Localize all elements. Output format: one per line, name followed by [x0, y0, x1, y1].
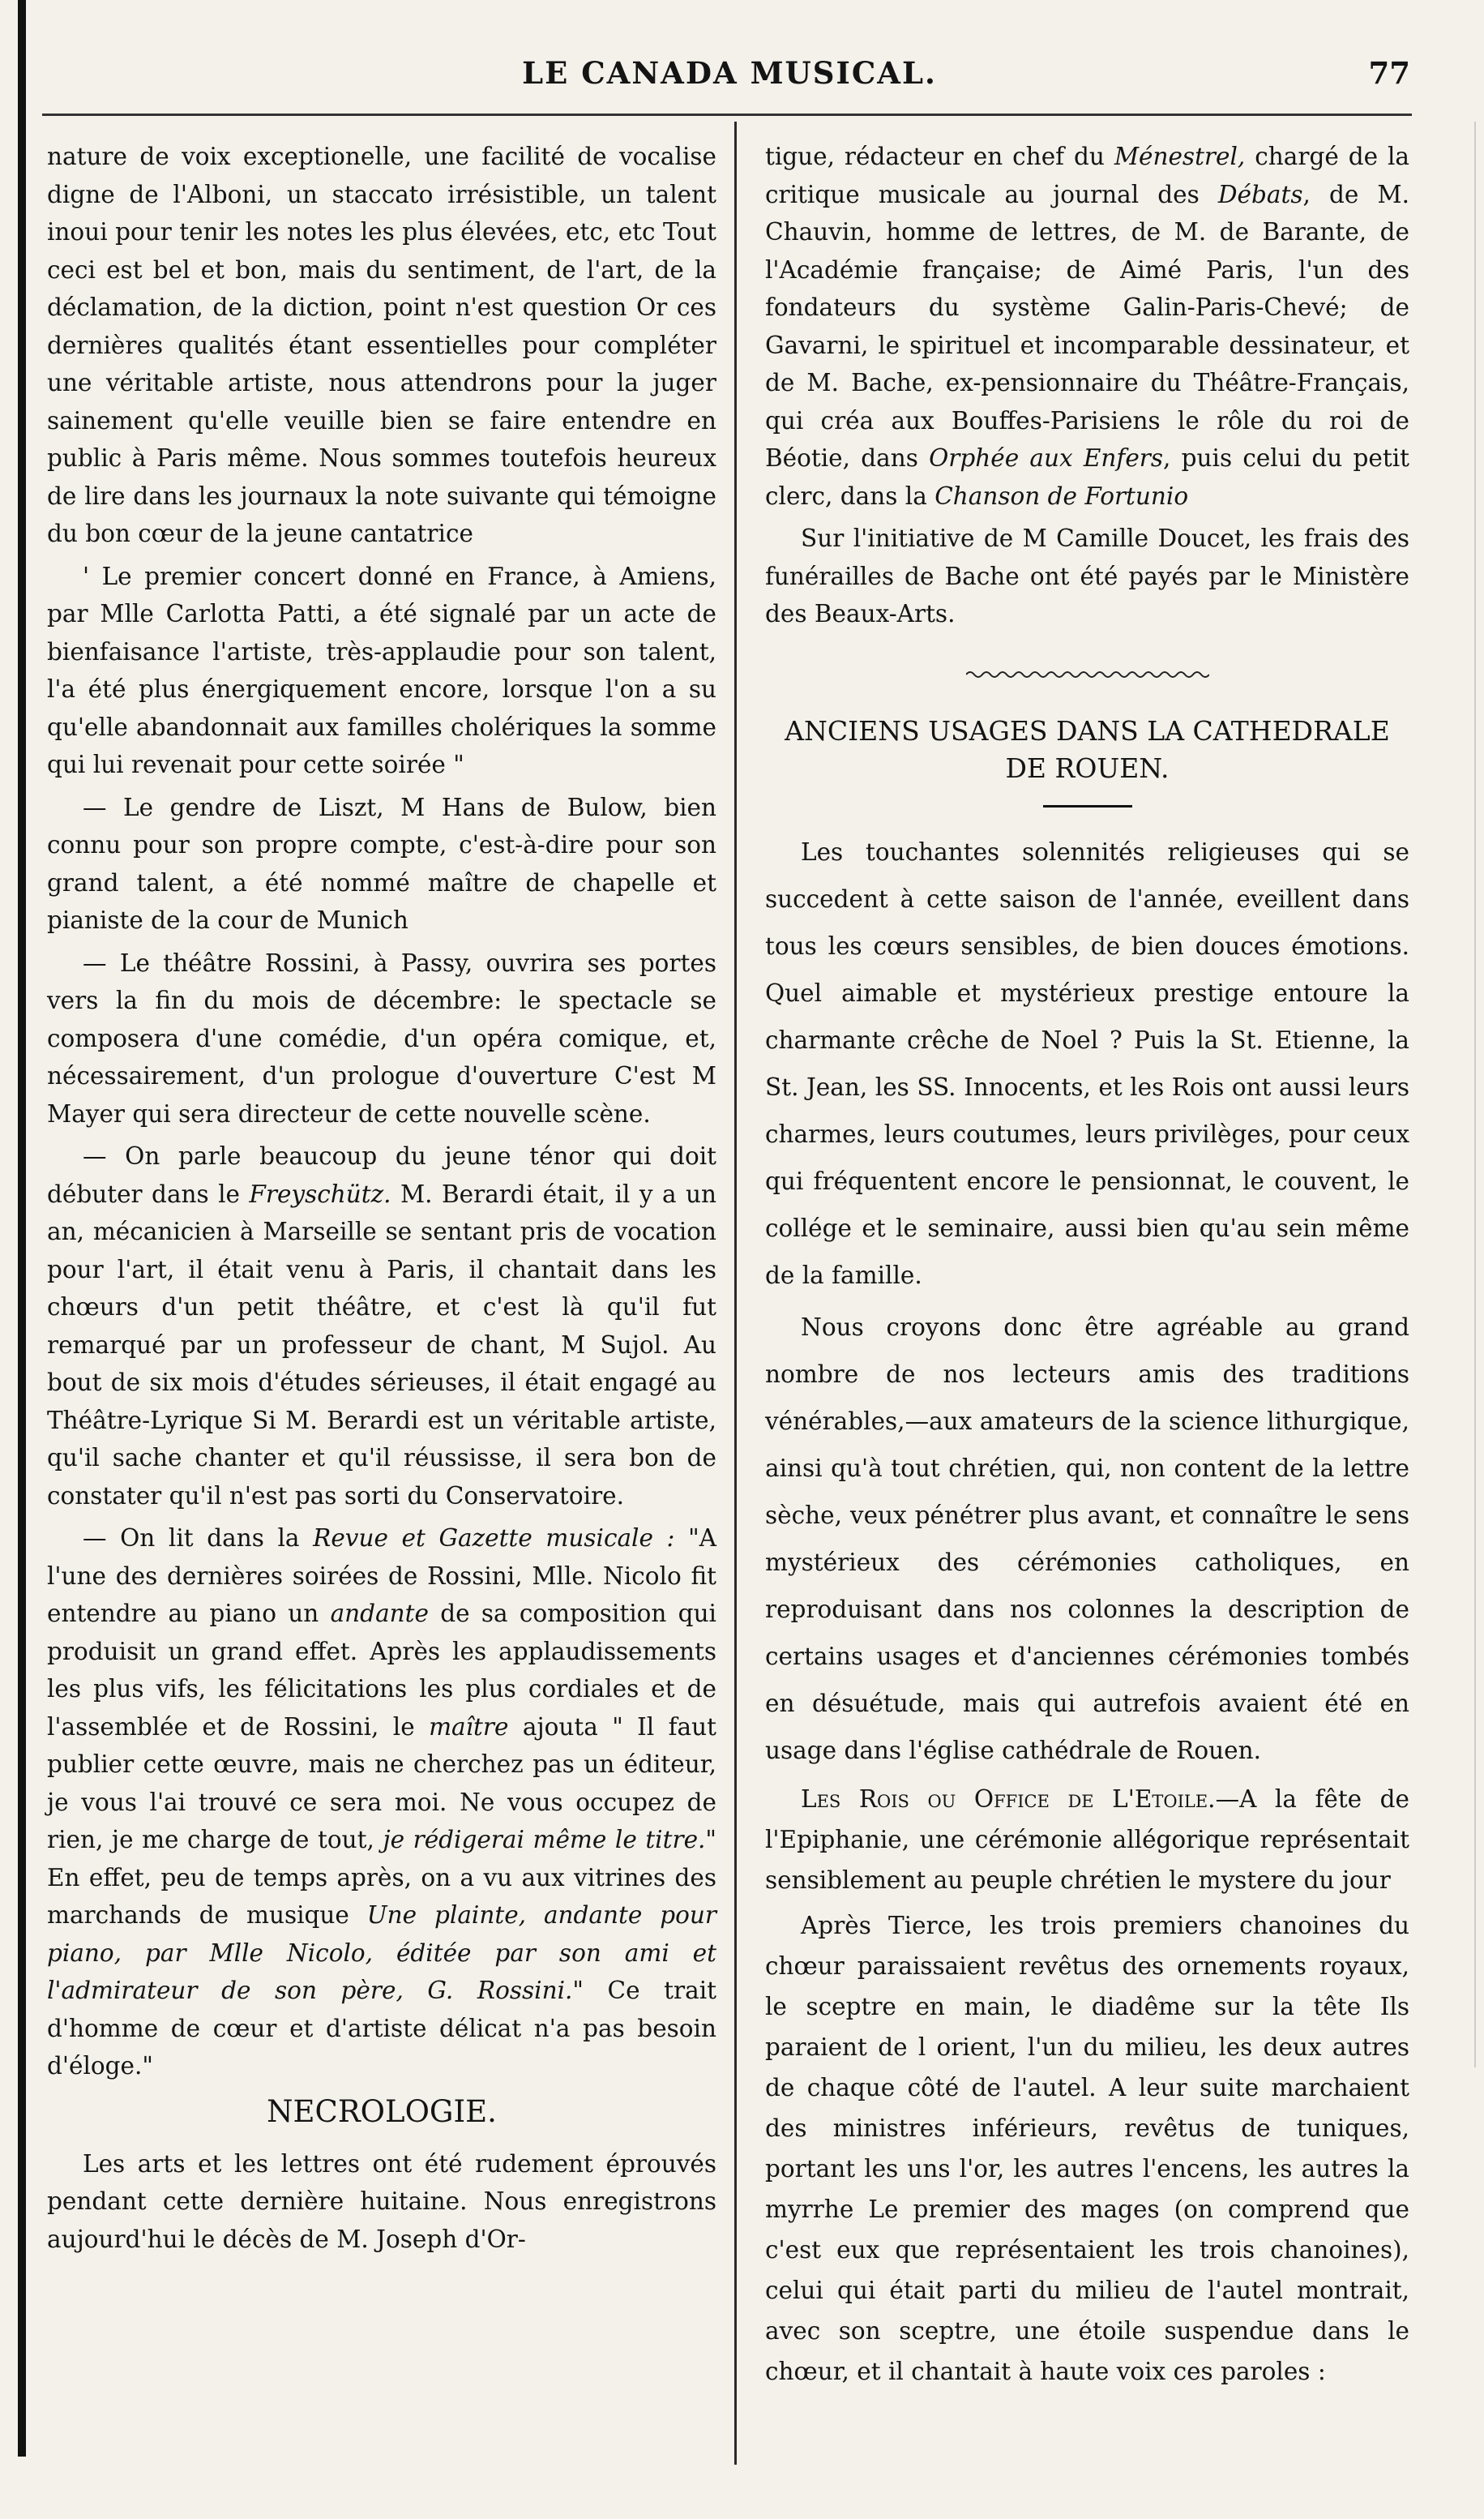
page-number: 77 [1368, 55, 1410, 91]
left-column [47, 138, 716, 2258]
paragraph: — Le théâtre Rossini, à Passy, ouvrira ses portes vers la fin du mois de décembre: le spectacle se composera d'une comédie, d'un opéra comique, et, nécessairement, d'un prologue d'ouverture C'est M Mayer qui sera directeur de cette nouvelle scène. [47, 949, 716, 1128]
text-run: —A la fête de l'Epiphanie, une cérémonie allégorique représentait sensiblement au peuple chrétien le mystere du jour [765, 1784, 1409, 1894]
text-run: tigue, rédacteur en chef du [765, 143, 1114, 170]
italic-run: maître [429, 1712, 509, 1741]
italic-run: Chanson de Fortunio [934, 482, 1189, 510]
text-run: "A l'une des dernières soirées de Rossini, Mlle. Nicolo fit entendre au piano un [47, 1524, 716, 1627]
section-title-usages [765, 713, 1409, 787]
text-run: ajouta " Il faut publier cette œuvre, mais ne cherchez pas un éditeur, je vous l'ai trouvé ce sera moi. Ne vous occupez de rien, je me charge de tout, [47, 1712, 716, 1853]
paragraph: ' Le premier concert donné en France, à Amiens, par Mlle Carlotta Patti, a été signalé par un acte de bienfaisance l'artiste, très-applaudie pour son talent, l'a été plus énergiquement encore, lorsque l'on a su qu'elle abandonnait aux familles cholériques la somme qui lui revenait pour cette soirée " [47, 562, 716, 778]
paragraph [47, 1519, 716, 2085]
page-edge-line [1474, 122, 1476, 2067]
page-edge-bar [18, 0, 26, 2457]
text-run: , de M. Chauvin, homme de lettres, de M. de Barante, de l'Académie française; de Aimé Paris, l'un des fondateurs du système Galin-Paris-Chevé; de Gavarni, le spirituel et incomparable dessinateur, et de M. Bache, ex-pensionnaire du Théâtre-Français, qui créa aux Bouffes-Parisiens le rôle du roi de Béotie, dans [765, 180, 1409, 472]
right-column [765, 138, 1409, 2392]
small-caps-run: Les Rois ou Office de L'Etoile. [801, 1784, 1216, 1813]
text-run: — On parle beaucoup du jeune ténor qui doit débuter dans le [47, 1142, 716, 1208]
italic-run: Orphée aux Enfers [929, 444, 1164, 472]
column-divider [734, 122, 737, 2465]
paragraph: Sur l'initiative de M Camille Doucet, les frais des funérailles de Bache ont été payés par le Ministère des Beaux-Arts. [765, 525, 1409, 628]
paragraph: Nous croyons donc être agréable au grand nombre de nos lecteurs amis des traditions vénérables,—aux amateurs de la science lithurgique, ainsi qu'à tout chrétien, qui, non content de la lettre sèche, veux pénétrer plus avant, et connaître le sens mystérieux des cérémonies catholiques, en reproduisant dans nos colonnes la description de certains usages et d'anciennes cérémonies tombés en désuétude, mais qui autrefois avaient été en usage dans l'église cathédrale de Rouen. [765, 1313, 1409, 1764]
italic-run: Freyschütz. [249, 1180, 391, 1208]
section-title-necrologie: NECROLOGIE. [267, 2093, 497, 2129]
wavy-divider [966, 669, 1209, 680]
italic-run: Une plainte, andante pour piano, par Mlle Nicolo, éditée par son ami et l'admirateur de son père, G. Rossini. [47, 1901, 716, 2004]
paragraph: nature de voix exceptionelle, une facilité de vocalise digne de l'Alboni, un staccato irrésistible, un talent inoui pour tenir les notes les plus élevées, etc, etc Tout ceci est bel et bon, mais du sentiment, de l'art, de la déclamation, de la diction, point n'est question Or ces dernières qualités étant essentielles pour compléter une véritable artiste, nous attendrons pour la juger sainement qu'elle veuille bien se faire entendre en public à Paris même. Nous sommes toutefois heureux de lire dans les journaux la note suivante qui témoigne du bon cœur de la jeune cantatrice [47, 143, 716, 547]
paragraph [47, 1137, 716, 1514]
text-run: de sa composition qui produisit un grand effet. Après les applaudissements les plus vifs, les félicitations les plus cordiales et de l'assemblée et de Rossini, le [47, 1600, 716, 1741]
text-run: chargé de la critique musicale au journal des [765, 143, 1409, 208]
paragraph: Les touchantes solennités religieuses qui se succedent à cette saison de l'année, eveillent dans tous les cœurs sensibles, de bien douces émotions. Quel aimable et mystérieux prestige entoure la charmante crêche de Noel ? Puis la St. Etienne, la St. Jean, les SS. Innocents, et les Rois ont aussi leurs charmes, leurs coutumes, leurs privilèges, pour ceux qui fréquentent encore le pensionnat, le couvent, le collége et le seminaire, aussi bien qu'au sein même de la famille. [765, 838, 1409, 1289]
paragraph: Les arts et les lettres ont été rudement éprouvés pendant cette dernière huitaine. Nous enregistrons aujourd'hui le décès de M. Joseph d'Or- [47, 2149, 716, 2253]
section-title-line: ANCIENS USAGES DANS LA CATHEDRALE [785, 714, 1390, 747]
italic-run: Débats [1217, 180, 1303, 208]
text-run: , puis celui du petit clerc, dans la [765, 444, 1410, 510]
short-rule [1043, 805, 1132, 808]
text-run: — On lit dans la [83, 1524, 314, 1552]
italic-run: Revue et Gazette musicale : [313, 1524, 675, 1552]
section-title-line: DE ROUEN. [1005, 752, 1170, 784]
paragraph [765, 1779, 1409, 1900]
text-run: M. Berardi était, il y a un an, mécanicien à Marseille se sentant pris de vocation pour l'art, il était venu à Paris, il chantait dans les chœurs d'un petit théâtre, et c'est là qu'il fut remarqué par un professeur de chant, M Sujol. Au bout de six mois d'études sérieuses, il était engagé au Théâtre-Lyrique Si M. Berardi est un véritable artiste, qu'il sache chanter et qu'il réussisse, il sera bon de constater qu'il n'est pas sorti du Conservatoire. [47, 1180, 716, 1510]
running-title: LE CANADA MUSICAL. [522, 55, 937, 91]
paragraph: Après Tierce, les trois premiers chanoines du chœur paraissaient revêtus des ornements royaux, le sceptre en main, le diadême sur la tête Ils paraient de l orient, l'un du milieu, les deux autres de chaque côté de l'autel. A leur suite marchaient des ministres inférieurs, revêtus de tuniques, portant les uns l'or, les autres l'encens, les autres la myrrhe Le premier des mages (on comprend que c'est eux que représentaient les trois chanoines), celui qui était parti du milieu de l'autel montrait, avec son sceptre, une étoile suspendue dans le chœur, et il chantait à haute voix ces paroles : [765, 1911, 1409, 2385]
italic-run: Ménestrel, [1114, 143, 1246, 170]
italic-run: je rédigerai même le titre. [383, 1826, 706, 1853]
text-run: " Ce trait d'homme de cœur et d'artiste délicat n'a pas besoin d'éloge." [47, 1977, 717, 2080]
italic-run: andante [330, 1600, 429, 1627]
paragraph [765, 138, 1409, 515]
page-header [49, 49, 1410, 105]
paragraph: — Le gendre de Liszt, M Hans de Bulow, bien connu pour son propre compte, c'est-à-dire pour son grand talent, a été nommé maître de chapelle et pianiste de la cour de Munich [47, 793, 716, 934]
header-rule [42, 114, 1412, 116]
text-run: " En effet, peu de temps après, on a vu aux vitrines des marchands de musique [47, 1826, 716, 1929]
